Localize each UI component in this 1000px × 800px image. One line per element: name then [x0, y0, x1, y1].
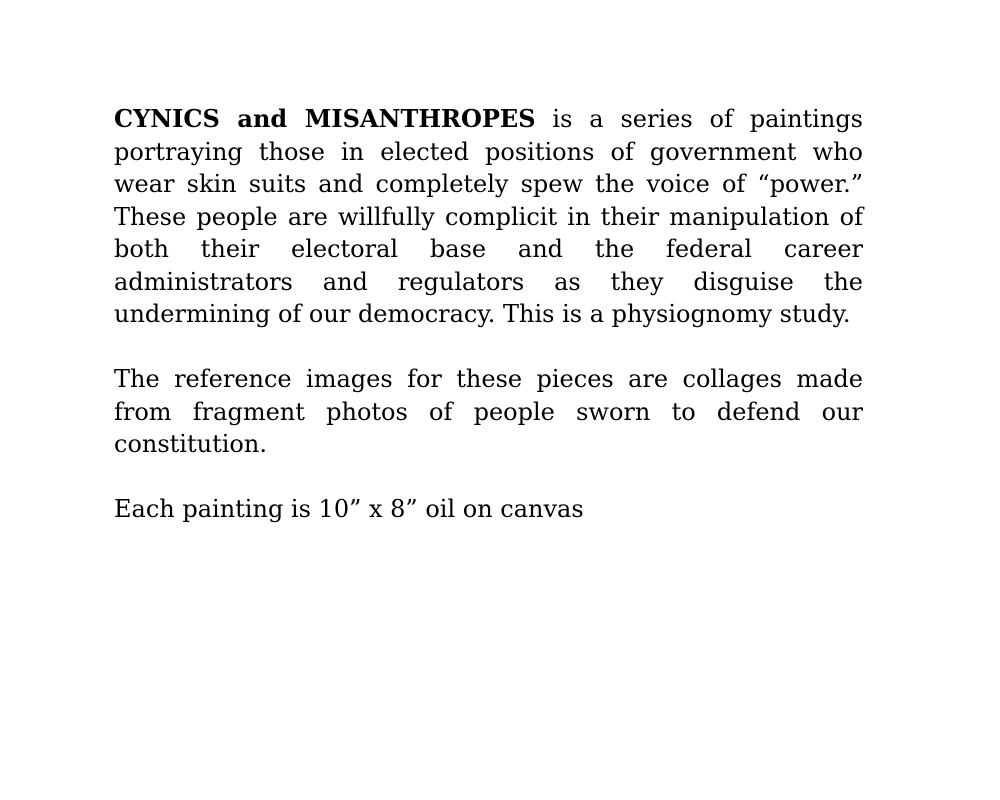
artist-statement — [114, 103, 863, 558]
series-title: CYNICS and MISANTHROPES — [114, 104, 536, 133]
paragraph-series-description — [114, 103, 863, 331]
paragraph-painting-format: Each painting is 10” x 8” oil on canvas — [114, 495, 584, 523]
series-description-text: is a series of paintings portraying those in elected positions of government who wear skin suits and completely spew the voice of “power.” These people are willfully complicit in their manipulation of both their electoral base and the federal career administrators and regulators as they disguise the undermining of our democracy. This is a physiognomy study. — [114, 105, 863, 328]
paragraph-reference-images: The reference images for these pieces are collages made from fragment photos of people sworn to defend our constitution. — [114, 365, 863, 458]
